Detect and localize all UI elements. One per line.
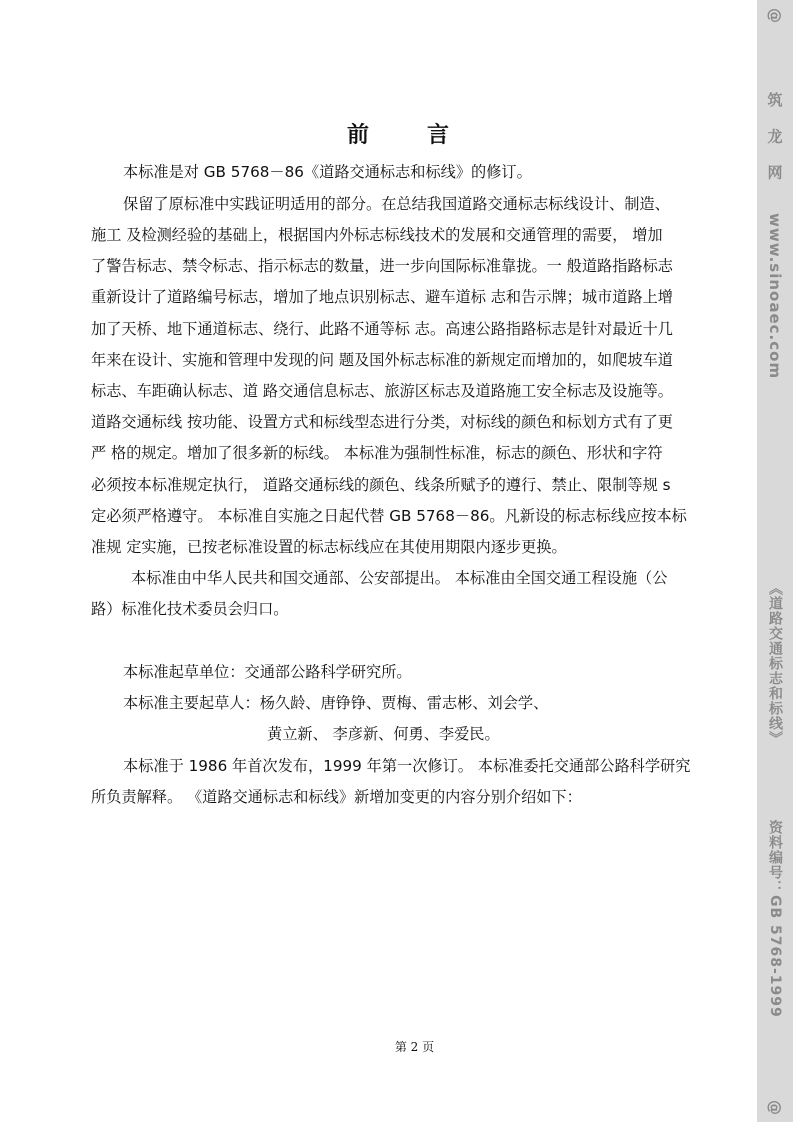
paragraph-line: 重新设计了道路编号标志，增加了地点识别标志、避车道标 志和告示牌；城市道路上增 (91, 288, 673, 306)
paragraph-line: 施工 及检测经验的基础上，根据国内外标志标线技术的发展和交通管理的需要， 增加 (91, 226, 663, 244)
sidebar-doc-title: 《道路交通标志和标线》 (767, 581, 783, 746)
paragraph-line: 道路交通标线 按功能、设置方式和标线型态进行分类，对标线的颜色和标划方式有了更 (91, 413, 673, 431)
paragraph-line: 所负责解释。 《道路交通标志和标线》新增加变更的内容分别介绍如下： (91, 788, 582, 806)
sidebar-url: www.sinoaec.com (766, 213, 784, 380)
sidebar-at-top: @ (766, 8, 784, 24)
sidebar-at-bottom: @ (766, 1100, 784, 1116)
sidebar-site-name: 筑 龙 网 (765, 92, 784, 188)
paragraph-line: 本标准由中华人民共和国交通部、公安部提出。 本标准由全国交通工程设施（公 (131, 569, 668, 587)
paragraph-line: 准规 定实施，已按老标准设置的标志标线应在其使用期限内逐步更换。 (91, 538, 567, 556)
page-number: 第 2 页 (394, 1040, 435, 1054)
paragraph-line: 必须按本标准规定执行， 道路交通标线的颜色、线条所赋予的遵行、禁止、限制等规 s (91, 476, 671, 494)
paragraph-line: 年来在设计、实施和管理中发现的问 题及国外标志标准的新规定而增加的，如爬坡车道 (91, 351, 673, 369)
paragraph-line: 保留了原标准中实践证明适用的部分。在总结我国道路交通标志标线设计、制造、 (123, 195, 670, 213)
paragraph-line: 定必须严格遵守。 本标准自实施之日起代替 GB 5768－86。凡新设的标志标线应按本标 (91, 507, 687, 525)
page-title: 前 言 (346, 123, 467, 148)
paragraph-line: 本标准是对 GB 5768－86《道路交通标志和标线》的修订。 (123, 163, 532, 181)
drafters-line: 黄立新、 李彦新、何勇、李爱民。 (267, 725, 500, 743)
paragraph-line: 严 格的规定。增加了很多新的标线。 本标准为强制性标准，标志的颜色、形状和字符 (91, 444, 663, 462)
paragraph-line: 标志、车距确认标志、道 路交通信息标志、旅游区标志及道路施工安全标志及设施等。 (91, 382, 673, 400)
paragraph-line: 本标准于 1986 年首次发布，1999 年第一次修订。 本标准委托交通部公路科学研究 (123, 757, 691, 775)
sidebar-doc-number: 资料编号：GB 5768-1999 (767, 820, 783, 1018)
watermark-sidebar (757, 0, 793, 1122)
drafters-line: 本标准主要起草人：杨久龄、唐铮铮、贾梅、雷志彬、刘会学、 (123, 694, 549, 712)
drafting-unit: 本标准起草单位：交通部公路科学研究所。 (123, 663, 412, 681)
paragraph-line: 路）标准化技术委员会归口。 (91, 600, 289, 618)
paragraph-line: 加了天桥、地下通道标志、绕行、此路不通等标 志。高速公路指路标志是针对最近十几 (91, 320, 673, 338)
paragraph-line: 了警告标志、禁令标志、指示标志的数量，进一步向国际标准靠拢。一 般道路指路标志 (91, 257, 673, 275)
